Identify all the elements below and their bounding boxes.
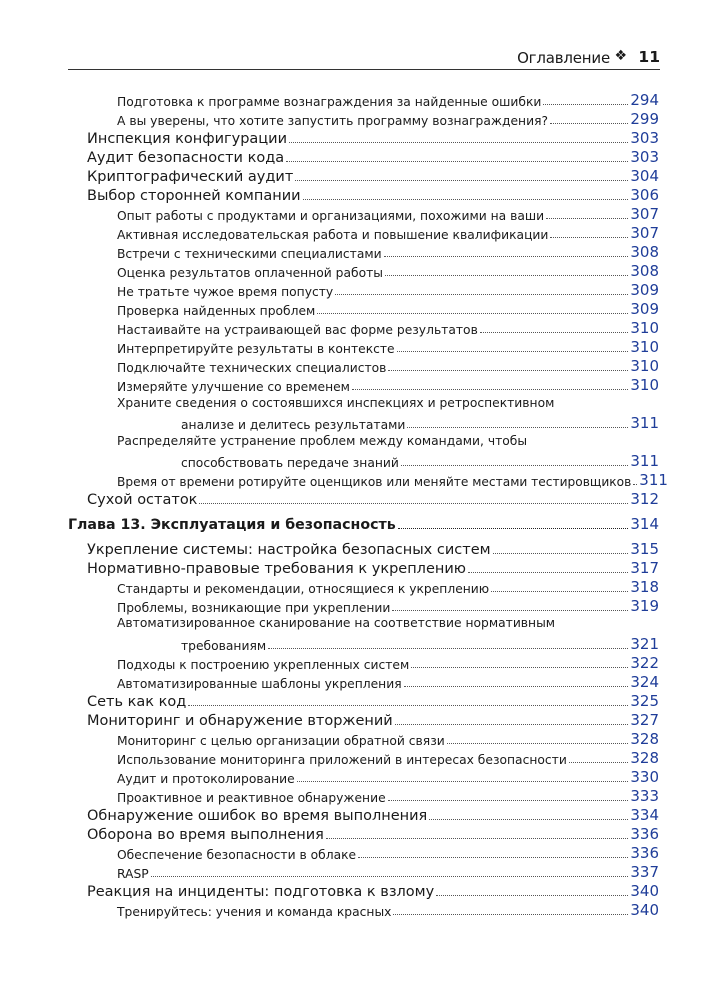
dot-leader xyxy=(404,686,629,687)
toc-entry[interactable]: Криптографический аудит 304 xyxy=(87,167,659,185)
page-link[interactable]: 337 xyxy=(630,863,659,881)
page-link[interactable]: 309 xyxy=(630,300,659,318)
page-link[interactable]: 340 xyxy=(630,882,659,900)
dot-leader xyxy=(388,800,629,801)
dot-leader xyxy=(352,389,628,390)
page-link[interactable]: 303 xyxy=(630,129,659,147)
dot-leader xyxy=(398,528,629,529)
toc-chapter-heading[interactable]: Глава 13. Эксплуатация и безопасность 314 xyxy=(68,515,659,533)
page-link[interactable]: 319 xyxy=(630,597,659,615)
dot-leader xyxy=(303,199,629,200)
page-link[interactable]: 324 xyxy=(630,673,659,691)
page-link[interactable]: 317 xyxy=(630,559,659,577)
toc-entry[interactable]: Мониторинг с целью организации обратной связи 328 xyxy=(117,730,659,748)
toc-entry[interactable]: Измеряйте улучшение со временем 310 xyxy=(117,376,659,394)
page-link[interactable]: 307 xyxy=(630,205,659,223)
page-link[interactable]: 308 xyxy=(630,262,659,280)
dot-leader xyxy=(188,705,628,706)
dot-leader xyxy=(468,572,628,573)
dot-leader xyxy=(392,610,628,611)
header-page-number: 11 xyxy=(638,48,660,66)
page-link[interactable]: 310 xyxy=(630,357,659,375)
dot-leader xyxy=(546,218,628,219)
page-link[interactable]: 325 xyxy=(630,692,659,710)
header-section-title: Оглавление xyxy=(517,49,610,67)
toc-entry[interactable]: Мониторинг и обнаружение вторжений 327 xyxy=(87,711,659,729)
page-link[interactable]: 336 xyxy=(630,844,659,862)
page-link[interactable]: 312 xyxy=(630,490,659,508)
toc-entry[interactable]: требованиям 321 xyxy=(181,635,659,653)
page-link[interactable]: 309 xyxy=(630,281,659,299)
toc-entry[interactable]: Выбор сторонней компании 306 xyxy=(87,186,659,204)
toc-entry[interactable]: Аудит безопасности кода 303 xyxy=(87,148,659,166)
page-link[interactable]: 321 xyxy=(630,635,659,653)
page-link[interactable]: 310 xyxy=(630,338,659,356)
toc-entry[interactable]: Подходы к построению укрепленных систем 322 xyxy=(117,654,659,672)
toc-entry[interactable]: А вы уверены, что хотите запустить программу вознаграждения? 299 xyxy=(117,110,659,128)
dot-leader xyxy=(401,465,628,466)
dot-leader xyxy=(543,104,628,105)
toc-entry[interactable]: Стандарты и рекомендации, относящиеся к укреплению 318 xyxy=(117,578,659,596)
dot-leader xyxy=(335,294,628,295)
dot-leader xyxy=(317,313,628,314)
dot-leader xyxy=(388,370,628,371)
toc-entry[interactable]: Проблемы, возникающие при укреплении 319 xyxy=(117,597,659,615)
dot-leader xyxy=(151,876,629,877)
toc-entry[interactable]: Подключайте технических специалистов 310 xyxy=(117,357,659,375)
toc-entry[interactable]: Встречи с техническими специалистами 308 xyxy=(117,243,659,261)
page-link[interactable]: 327 xyxy=(630,711,659,729)
toc-entry[interactable]: Обнаружение ошибок во время выполнения 334 xyxy=(87,806,659,824)
dot-leader xyxy=(397,351,629,352)
page-link[interactable]: 340 xyxy=(630,901,659,919)
dot-leader xyxy=(289,142,628,143)
page-link[interactable]: 307 xyxy=(630,224,659,242)
dot-leader xyxy=(569,762,629,763)
dot-leader xyxy=(633,484,637,485)
dot-leader xyxy=(286,161,628,162)
page-link[interactable]: 315 xyxy=(630,540,659,558)
page-link[interactable]: 336 xyxy=(630,825,659,843)
dot-leader xyxy=(436,895,628,896)
page-link[interactable]: 333 xyxy=(630,787,659,805)
page-link[interactable]: 304 xyxy=(630,167,659,185)
toc-entry[interactable]: Проверка найденных проблем 309 xyxy=(117,300,659,318)
toc-entry[interactable]: Нормативно-правовые требования к укреплению 317 xyxy=(87,559,659,577)
dot-leader xyxy=(393,914,628,915)
toc-entry[interactable]: RASP 337 xyxy=(117,863,659,881)
dot-leader xyxy=(384,256,629,257)
page-link[interactable]: 328 xyxy=(630,749,659,767)
dot-leader xyxy=(395,724,629,725)
dot-leader xyxy=(480,332,629,333)
toc-entry[interactable]: Использование мониторинга приложений в интересах безопасности 328 xyxy=(117,749,659,767)
dot-leader xyxy=(268,648,628,649)
toc-entry[interactable]: Оценка результатов оплаченной работы 308 xyxy=(117,262,659,280)
dot-leader xyxy=(491,591,628,592)
dot-leader xyxy=(550,237,628,238)
toc-entry[interactable]: Аудит и протоколирование 330 xyxy=(117,768,659,786)
page-link[interactable]: 308 xyxy=(630,243,659,261)
page-link[interactable]: 294 xyxy=(630,91,659,109)
toc-entry[interactable]: анализе и делитесь результатами 311 xyxy=(181,414,659,432)
toc-entry-first-line: Автоматизированное сканирование на соответствие нормативным xyxy=(117,616,556,630)
page-link[interactable]: 330 xyxy=(630,768,659,786)
toc-entry[interactable]: Опыт работы с продуктами и организациями, похожими на ваши 307 xyxy=(117,205,659,223)
toc-entry[interactable]: Интерпретируйте результаты в контексте 310 xyxy=(117,338,659,356)
page-link[interactable]: 310 xyxy=(630,319,659,337)
page-link[interactable]: 299 xyxy=(630,110,659,128)
toc-entry[interactable]: Проактивное и реактивное обнаружение 333 xyxy=(117,787,659,805)
toc-entry[interactable]: Инспекция конфигурации 303 xyxy=(87,129,659,147)
toc-entry[interactable]: Обеспечение безопасности в облаке 336 xyxy=(117,844,659,862)
dot-leader xyxy=(326,838,628,839)
toc-entry[interactable]: Сеть как код 325 xyxy=(87,692,659,710)
toc-entry[interactable]: Тренируйтесь: учения и команда красных 340 xyxy=(117,901,659,919)
toc-entry-first-line: Храните сведения о состоявшихся инспекциях и ретроспективном xyxy=(117,396,555,410)
page-link[interactable]: 311 xyxy=(639,471,668,489)
toc-entry[interactable]: способствовать передаче знаний 311 xyxy=(181,452,659,470)
dot-leader xyxy=(447,743,629,744)
dot-leader xyxy=(358,857,628,858)
dot-leader xyxy=(297,781,629,782)
toc-entry[interactable]: Реакция на инциденты: подготовка к взлому 340 xyxy=(87,882,659,900)
page-link[interactable]: 303 xyxy=(630,148,659,166)
dot-leader xyxy=(385,275,628,276)
toc-entry[interactable]: Автоматизированные шаблоны укрепления 324 xyxy=(117,673,659,691)
page-link[interactable]: 306 xyxy=(630,186,659,204)
page-link[interactable]: 310 xyxy=(630,376,659,394)
page-link[interactable]: 328 xyxy=(630,730,659,748)
dot-leader xyxy=(407,427,628,428)
dot-leader xyxy=(550,123,628,124)
toc-entry[interactable]: Подготовка к программе вознаграждения за найденные ошибки 294 xyxy=(117,91,659,109)
toc-entry[interactable]: Укрепление системы: настройка безопасных систем 315 xyxy=(87,540,659,558)
dot-leader xyxy=(295,180,628,181)
toc-entry[interactable]: Не тратьте чужое время попусту 309 xyxy=(117,281,659,299)
dot-leader xyxy=(429,819,628,820)
page-link[interactable]: 311 xyxy=(630,414,659,432)
toc-entry[interactable]: Время от времени ротируйте оценщиков или меняйте местами тестировщиков 311 xyxy=(117,471,668,489)
dot-leader xyxy=(199,503,628,504)
page-link[interactable]: 314 xyxy=(630,515,659,533)
toc-entry-first-line: Распределяйте устранение проблем между командами, чтобы xyxy=(117,434,528,448)
toc-entry[interactable]: Оборона во время выполнения 336 xyxy=(87,825,659,843)
diamond-ornament-icon: ❖ xyxy=(614,48,627,64)
toc-entry[interactable]: Настаивайте на устраивающей вас форме результатов 310 xyxy=(117,319,659,337)
toc-entry[interactable]: Активная исследовательская работа и повышение квалификации 307 xyxy=(117,224,659,242)
page-link[interactable]: 318 xyxy=(630,578,659,596)
dot-leader xyxy=(493,553,629,554)
page-link[interactable]: 311 xyxy=(630,452,659,470)
page-link[interactable]: 322 xyxy=(630,654,659,672)
toc-entry[interactable]: Сухой остаток 312 xyxy=(87,490,659,508)
page-link[interactable]: 334 xyxy=(630,806,659,824)
dot-leader xyxy=(411,667,628,668)
